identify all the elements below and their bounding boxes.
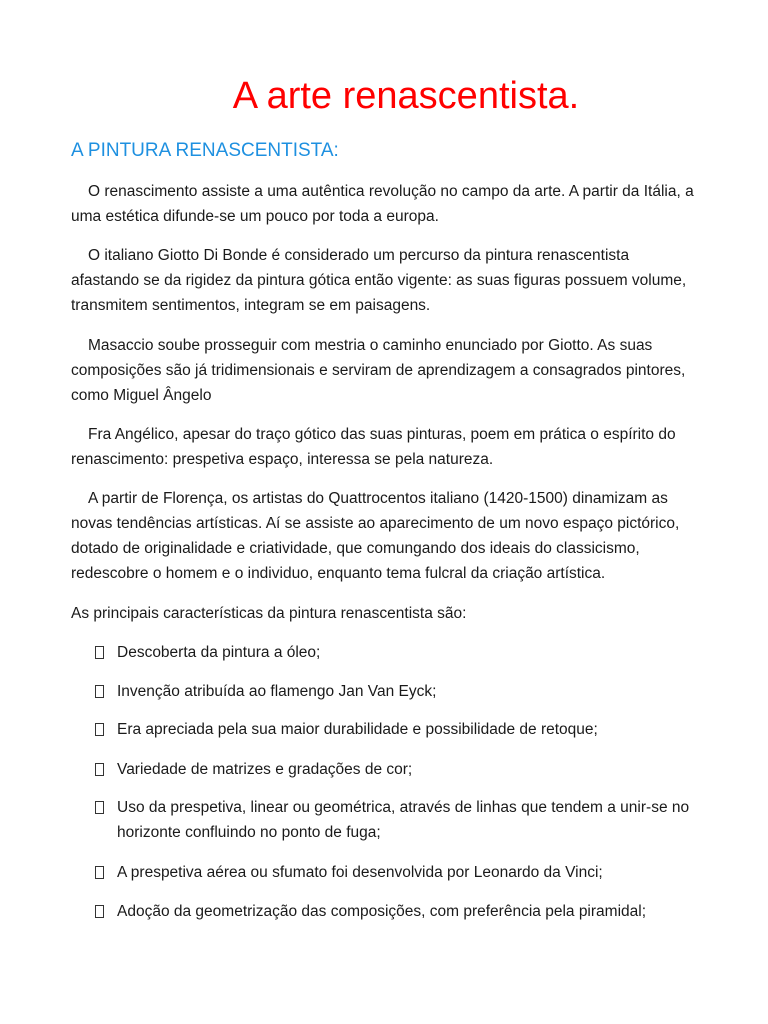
list-item-text: Variedade de matrizes e gradações de cor;: [117, 761, 413, 778]
list-intro: As principais características da pintura renascentista são:: [71, 605, 467, 622]
missing-glyph-box-icon: [95, 646, 104, 659]
list-item: [95, 860, 695, 885]
paragraph-giotto: O italiano Giotto Di Bonde é considerado um percurso da pintura renascentista afastando se da rigidez da pintura gótica então vigente: as suas figuras possuem volume, transmitem sentimentos, integram se em paisagens.: [71, 247, 687, 314]
list-item-text: Adoção da geometrização das composições, com preferência pela piramidal;: [117, 903, 647, 920]
document-title: A arte renascentista.: [232, 75, 580, 117]
missing-glyph-box-icon: [95, 866, 104, 879]
list-item: [95, 679, 695, 704]
list-item: [95, 757, 695, 782]
list-item-text: Descoberta da pintura a óleo;: [117, 644, 321, 661]
list-item: [95, 795, 695, 845]
list-item-text: Era apreciada pela sua maior durabilidade e possibilidade de retoque;: [117, 721, 598, 738]
list-item: [95, 640, 695, 665]
paragraph-florenca: A partir de Florença, os artistas do Quattrocentos italiano (1420-1500) dinamizam as novas tendências artísticas. Aí se assiste ao aparecimento de um novo espaço pictórico, dotado de originalidade e criatividade, que comungando dos ideais do classicismo, redescobre o homem e o individuo, enquanto tema fulcral da criação artística.: [71, 490, 680, 582]
list-item-text: Uso da prespetiva, linear ou geométrica, através de linhas que tendem a unir-se no horizonte confluindo no ponto de fuga;: [117, 799, 690, 841]
section-heading: A PINTURA RENASCENTISTA:: [71, 140, 339, 161]
list-item: [95, 717, 695, 742]
missing-glyph-box-icon: [95, 685, 104, 698]
missing-glyph-box-icon: [95, 801, 104, 814]
missing-glyph-box-icon: [95, 905, 104, 918]
list-item: [95, 899, 695, 924]
paragraph-renascimento: O renascimento assiste a uma autêntica revolução no campo da arte. A partir da Itália, a uma estética difunde-se um pouco por toda a europa.: [71, 183, 694, 225]
missing-glyph-box-icon: [95, 723, 104, 736]
list-item-text: Invenção atribuída ao flamengo Jan Van Eyck;: [117, 683, 437, 700]
list-item-text: A prespetiva aérea ou sfumato foi desenvolvida por Leonardo da Vinci;: [117, 864, 603, 881]
paragraph-fra-angelico: Fra Angélico, apesar do traço gótico das suas pinturas, poem em prática o espírito do renascimento: prespetiva espaço, interessa se pela natureza.: [71, 426, 676, 468]
missing-glyph-box-icon: [95, 763, 104, 776]
paragraph-masaccio: Masaccio soube prosseguir com mestria o caminho enunciado por Giotto. As suas composições são já tridimensionais e serviram de aprendizagem a consagrados pintores, como Miguel Ângelo: [71, 337, 686, 404]
